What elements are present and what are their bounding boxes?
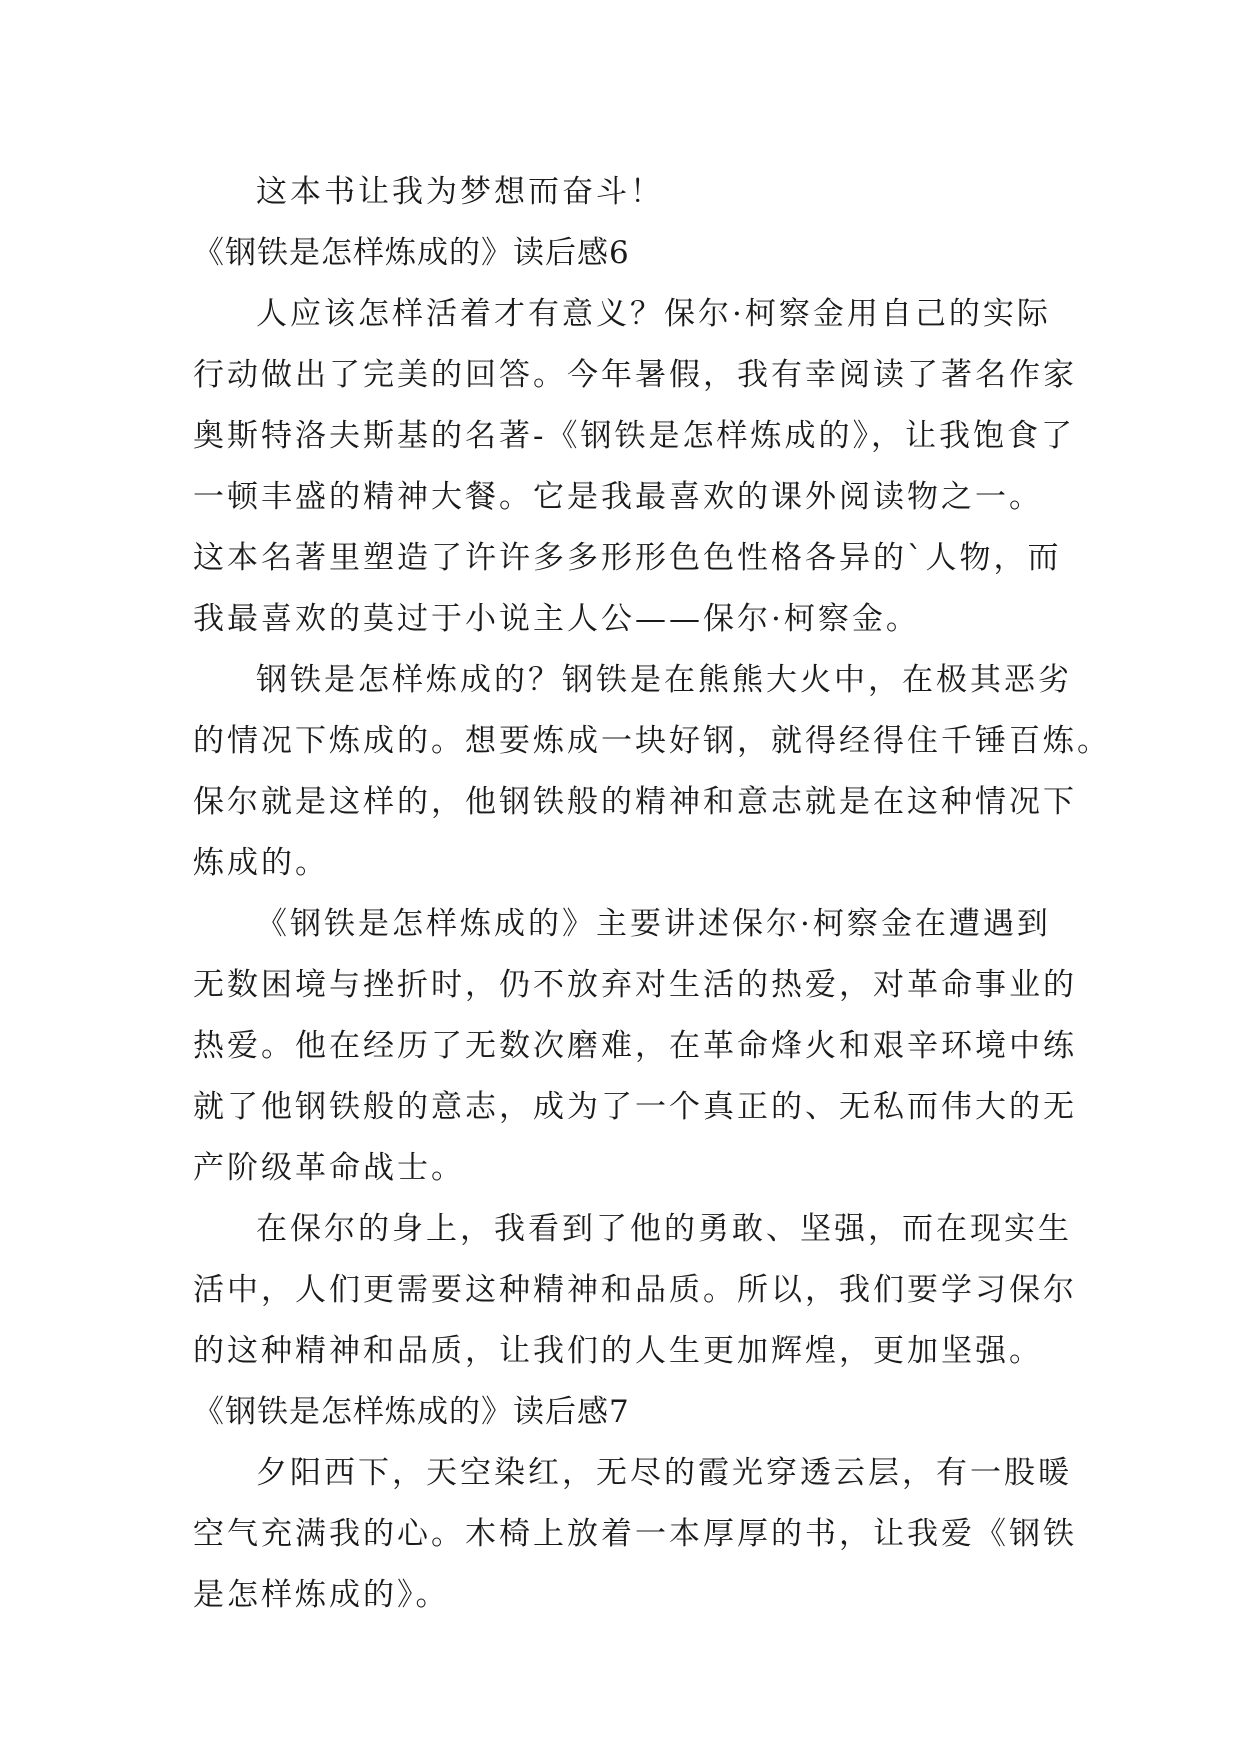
- text-line: 热爱。他在经历了无数次磨难，在革命烽火和艰辛环境中练: [193, 1028, 1077, 1064]
- text-line: 就了他钢铁般的意志，成为了一个真正的、无私而伟大的无: [193, 1089, 1077, 1125]
- text-line: 奥斯特洛夫斯基的名著-《钢铁是怎样炼成的》，让我饱食了: [193, 418, 1075, 454]
- text-line: 一顿丰盛的精神大餐。它是我最喜欢的课外阅读物之一。: [193, 479, 1043, 515]
- text-line: 这本名著里塑造了许许多多形形色色性格各异的`人物，而: [193, 540, 1062, 576]
- text-line: 行动做出了完美的回答。今年暑假，我有幸阅读了著名作家: [193, 357, 1077, 393]
- paragraph-first-line: 这本书让我为梦想而奋斗！: [256, 174, 664, 210]
- section-heading: 《钢铁是怎样炼成的》读后感6: [193, 235, 630, 271]
- document-page: [193, 162, 1111, 1626]
- text-line: 活中，人们更需要这种精神和品质。所以，我们要学习保尔: [193, 1272, 1077, 1308]
- text-line: 我最喜欢的莫过于小说主人公——保尔·柯察金。: [193, 601, 920, 637]
- paragraph-first-line: 钢铁是怎样炼成的？钢铁是在熊熊大火中，在极其恶劣: [256, 662, 1072, 698]
- text-line: 的情况下炼成的。想要炼成一块好钢，就得经得住千锤百炼。: [193, 723, 1111, 759]
- text-line: 无数困境与挫折时，仍不放弃对生活的热爱，对革命事业的: [193, 967, 1077, 1003]
- paragraph-first-line: 夕阳西下，天空染红，无尽的霞光穿透云层，有一股暖: [256, 1455, 1072, 1491]
- text-line: 产阶级革命战士。: [193, 1150, 465, 1186]
- text-line: 的这种精神和品质，让我们的人生更加辉煌，更加坚强。: [193, 1333, 1043, 1369]
- text-line: 空气充满我的心。木椅上放着一本厚厚的书，让我爱《钢铁: [193, 1516, 1077, 1552]
- section-heading: 《钢铁是怎样炼成的》读后感7: [193, 1394, 630, 1430]
- text-line: 炼成的。: [193, 845, 329, 881]
- text-line: 是怎样炼成的》。: [193, 1577, 450, 1613]
- text-line: 保尔就是这样的，他钢铁般的精神和意志就是在这种情况下: [193, 784, 1077, 820]
- paragraph-first-line: 《钢铁是怎样炼成的》主要讲述保尔·柯察金在遭遇到: [256, 906, 1051, 942]
- paragraph-first-line: 在保尔的身上，我看到了他的勇敢、坚强，而在现实生: [256, 1211, 1072, 1247]
- paragraph-first-line: 人应该怎样活着才有意义？保尔·柯察金用自己的实际: [256, 296, 1051, 332]
